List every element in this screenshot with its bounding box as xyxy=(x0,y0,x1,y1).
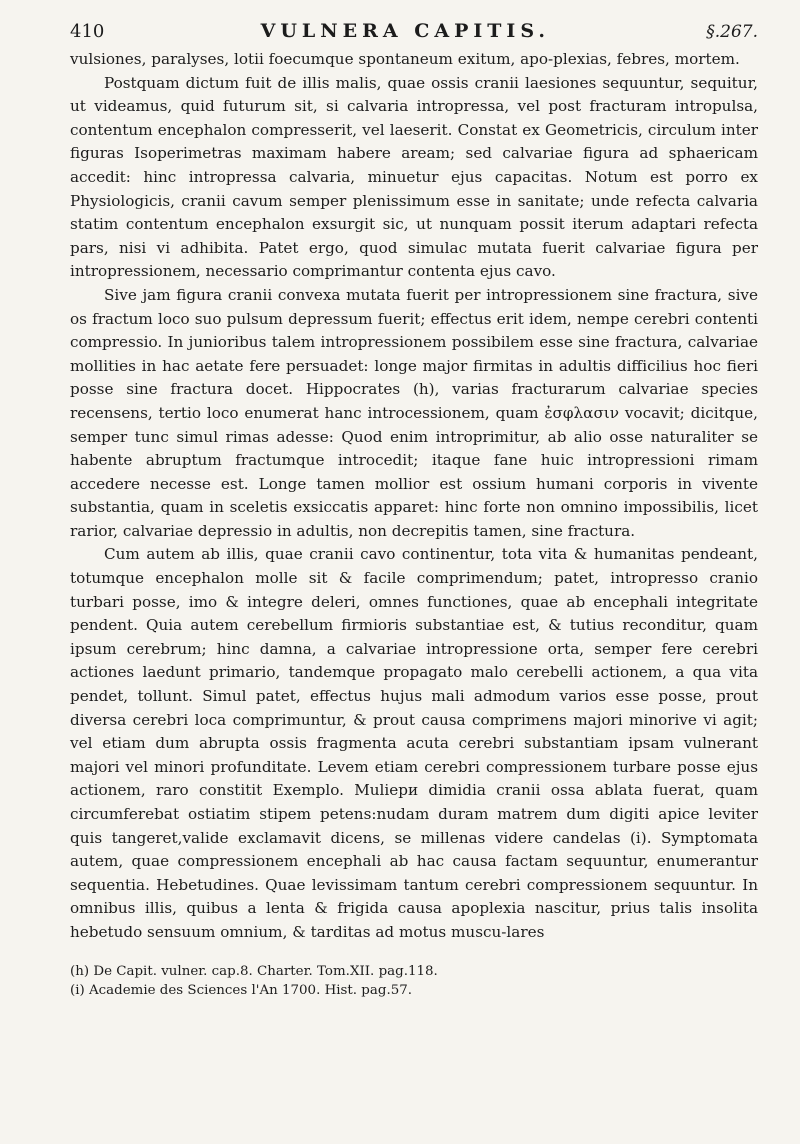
page-number: 410 xyxy=(70,21,105,42)
paragraph: Cum autem ab illis, quae cranii cavo continentur, tota vita & humanitas pendeant, totumque encephalon molle sit & facile comprimendum; patet, intropresso cranio turbari posse, imo & integre deleri, omnes functiones, quae ab encephali integritate pendent. Quia autem cerebellum firmioris substantiae est, & tutius reconditur, quam ipsum cerebrum; hinc damna, a calvariae intropressione orta, semper fere cerebri actiones laedunt primario, tandemque propagato malo cerebelli actionem, a qua vita pendet, tollunt. Simul patet, effectus hujus mali admodum varios esse posse, prout diversa cerebri loca comprimuntur, & prout causa comprimens majori minorive vi agit; vel etiam dum abrupta ossis fragmenta acuta cerebri substantiam ipsam vulnerant majori vel minori profunditate. Levem etiam cerebri compressionem turbare posse ejus actionem, raro constitit Exemplo. Muliери dimidia cranii ossa ablata fuerat, quam circumferebat ostiatim stipem petens:nudam duram matrem dum digiti apice leviter quis tangeret,valide exclamavit dicens, se millenas videre candelas (i). Symptomata autem, quae compressionem encephali ab hac causa factam sequuntur, enumerantur sequentia. Hebetudines. Quae levissimam tantum cerebri compressionem sequuntur. In omnibus illis, quibus a lenta & frigida causa apoplexia nascitur, prius talis insolita hebetudo sensuum omnium, & tarditas ad motus muscu-lares xyxy=(70,545,758,941)
paragraph: Sive jam figura cranii convexa mutata fuerit per intropressionem sine fractura, sive os fractum loco suo pulsum depressum fuerit; effectus erit idem, nempe cerebri contenti compressio. In junioribus talem intropressionem possibilem esse sine fractura, calvariae mollities in hac aetate fere persuadet: longe major firmitas in adultis difficilius hoc fieri posse sine fractura docet. Hippocrates (h), varias fracturarum calvariae species recensens, tertio loco enumerat hanc introcessionem, quam ἐσφλασιν vocavit; dicitque, semper tunc simul rimas adesse: Quod enim introprimitur, ab alio osse naturaliter se habente abruptum fractumque introcedit; itaque fane huic intropressioni rimam accedere necesse est. Longe tamen mollior est ossium humani corporis in vivente substantia, quam in sceletis exsiccatis apparet: hinc forte non omnino impossibilis, licet rarior, calvariae depressio in adultis, non decrepitis tamen, sine fractura. xyxy=(70,285,758,540)
paragraph: vulsiones, paralyses, lotii foecumque spontaneum exitum, apo-plexias, febres, mortem. xyxy=(70,50,740,68)
main-text xyxy=(70,48,758,945)
footnotes xyxy=(70,962,758,1000)
footnote-divider xyxy=(70,955,290,956)
running-title: VULNERA CAPITIS. xyxy=(260,20,550,42)
section-number: §.267. xyxy=(706,22,758,42)
running-header xyxy=(70,20,758,42)
footnote: (i) Academie des Sciences l'An 1700. Hist. pag.57. xyxy=(70,982,412,998)
paragraph: Postquam dictum fuit de illis malis, quae ossis cranii laesiones sequuntur, sequitur, ut videamus, quid futurum sit, si calvaria intropressa, vel post fracturam intropulsa, contentum encephalon compresserit, vel laeserit. Constat ex Geometricis, circulum inter figuras Isoperimetras maximam habere aream; sed calvariae figura ad sphaericam accedit: hinc intropressa calvaria, minuetur ejus capacitas. Notum est porro ex Physiologicis, cranii cavum semper plenissimum esse in sanitate; unde refecta calvaria statim contentum encephalon exsurgit sic, ut nunquam possit iterum adaptari refecta pars, nisi vi adhibita. Patet ergo, quod simulac mutata fuerit calvariae figura per intropressionem, necessario comprimantur contenta ejus cavo. xyxy=(70,73,758,281)
footnote: (h) De Capit. vulner. cap.8. Charter. Tom.XII. pag.118. xyxy=(70,963,438,979)
